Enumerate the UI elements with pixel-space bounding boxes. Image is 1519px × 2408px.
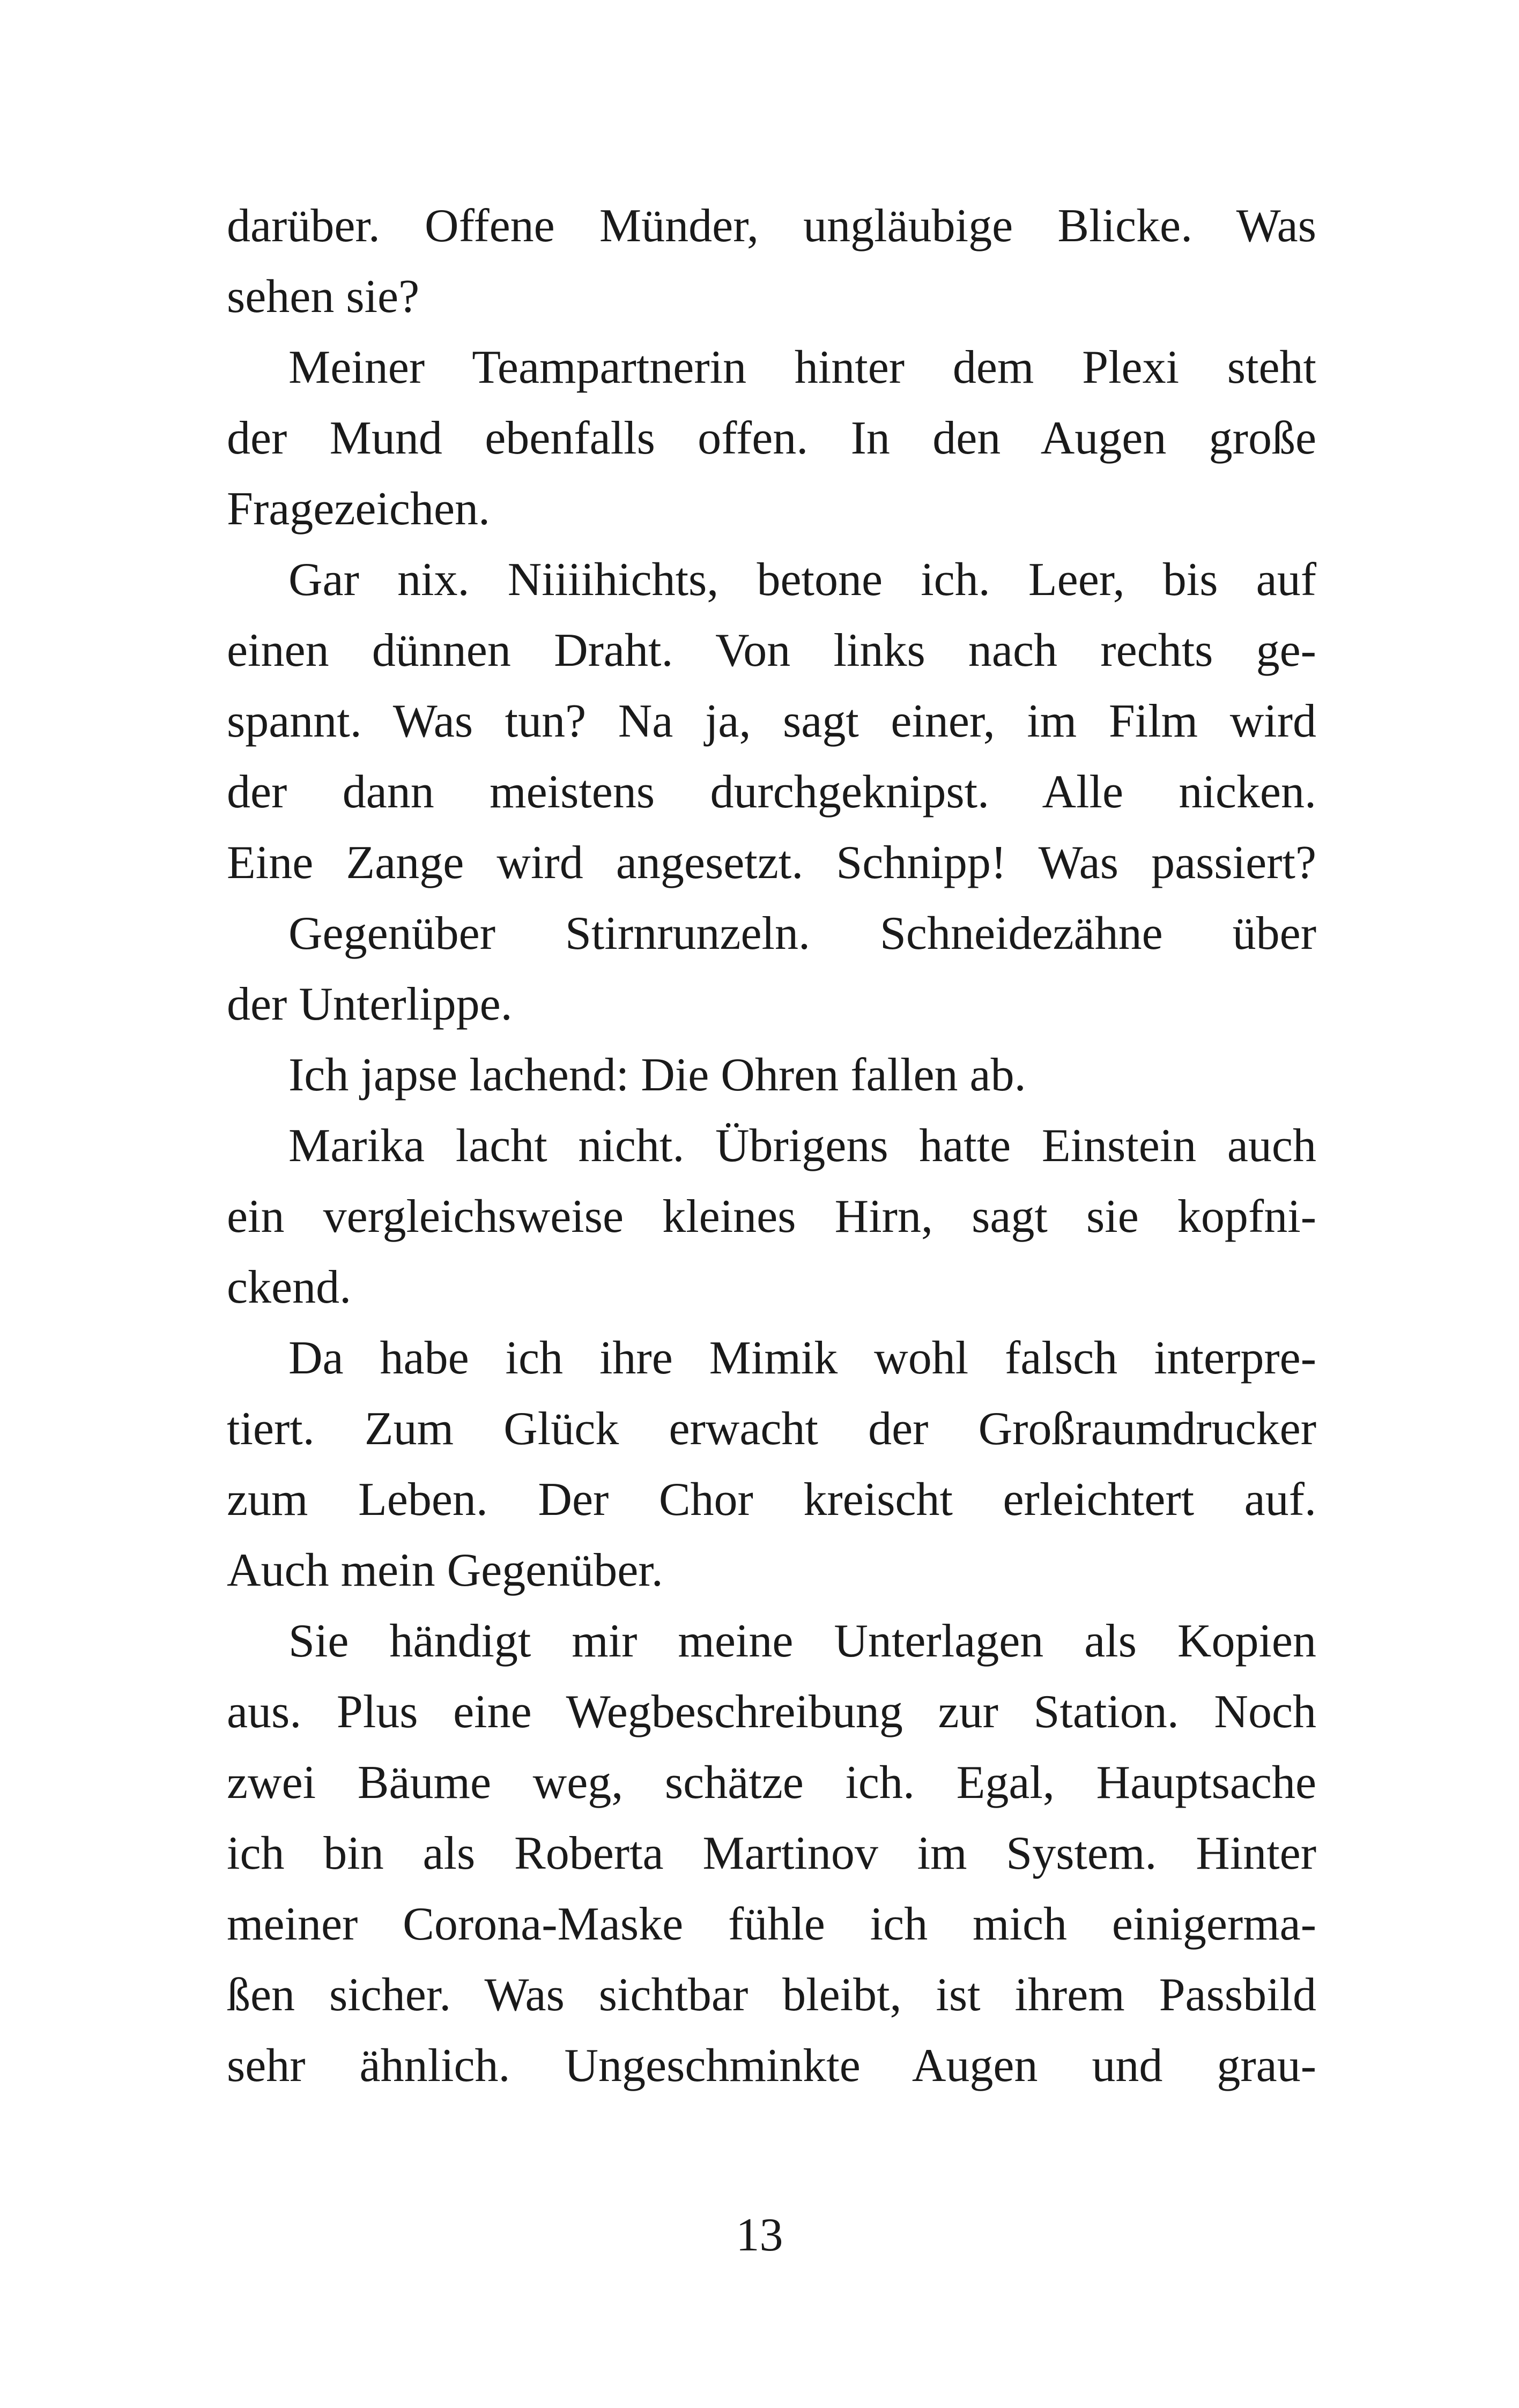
text-line: Ich japse lachend: Die Ohren fallen ab. <box>288 1049 1026 1101</box>
text-line: ich bin als Roberta Martinov im System. Hinter <box>227 1827 1316 1879</box>
text-line: Da habe ich ihre Mimik wohl falsch interpre- <box>288 1332 1316 1384</box>
text-line: sehen sie? <box>227 271 420 323</box>
text-line: aus. Plus eine Wegbeschreibung zur Station. Noch <box>227 1686 1316 1738</box>
text-line: Meiner Teampartnerin hinter dem Plexi steht <box>288 341 1316 393</box>
text-line: ckend. <box>227 1261 352 1313</box>
text-line: sehr ähnlich. Ungeschminkte Augen und grau- <box>227 2040 1316 2092</box>
text-line: ßen sicher. Was sichtbar bleibt, ist ihrem Passbild <box>227 1969 1316 2021</box>
text-line: meiner Corona-Maske fühle ich mich einigerma- <box>227 1898 1316 1950</box>
text-line: der Unterlippe. <box>227 978 513 1030</box>
text-line: Marika lacht nicht. Übrigens hatte Einstein auch <box>288 1120 1316 1172</box>
page-number: 13 <box>736 2209 783 2261</box>
text-line: darüber. Offene Münder, ungläubige Blicke. Was <box>227 200 1316 252</box>
text-line: ein vergleichsweise kleines Hirn, sagt sie kopfni- <box>227 1191 1316 1243</box>
text-line: Gegenüber Stirnrunzeln. Schneidezähne über <box>288 908 1316 960</box>
text-line: Fragezeichen. <box>227 483 491 535</box>
text-line: Gar nix. Niiiihichts, betone ich. Leer, bis auf <box>288 554 1316 606</box>
text-line: Sie händigt mir meine Unterlagen als Kopien <box>288 1615 1316 1667</box>
text-line: einen dünnen Draht. Von links nach rechts ge- <box>227 625 1316 677</box>
text-line: der Mund ebenfalls offen. In den Augen große <box>227 412 1316 464</box>
body-text <box>227 191 1316 2101</box>
text-line: der dann meistens durchgeknipst. Alle nicken. <box>227 766 1316 818</box>
text-line: Eine Zange wird angesetzt. Schnipp! Was passiert? <box>227 837 1316 889</box>
text-line: tiert. Zum Glück erwacht der Großraumdrucker <box>227 1403 1316 1455</box>
text-line: zwei Bäume weg, schätze ich. Egal, Hauptsache <box>227 1757 1316 1809</box>
text-line: zum Leben. Der Chor kreischt erleichtert auf. <box>227 1474 1316 1526</box>
text-line: Auch mein Gegenüber. <box>227 1544 663 1596</box>
text-line: spannt. Was tun? Na ja, sagt einer, im Film wird <box>227 695 1316 747</box>
